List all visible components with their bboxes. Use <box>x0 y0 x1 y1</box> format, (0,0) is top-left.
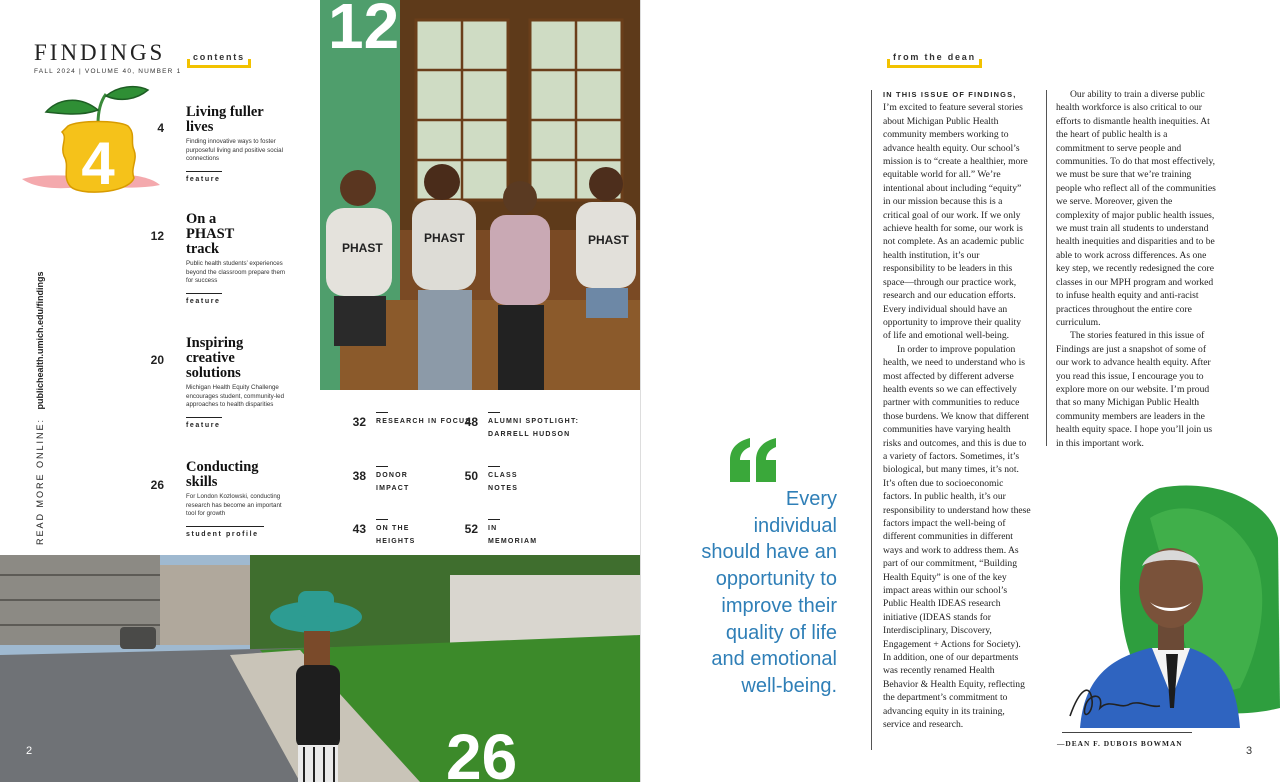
letter-column-1 <box>883 88 1031 732</box>
shirt-logo: PHAST <box>424 231 465 245</box>
mini-toc-title: DONOR IMPACT <box>376 466 416 495</box>
mini-toc-title: ALUMNI SPOTLIGHT: DARRELL HUDSON <box>488 412 588 441</box>
paragraph: Our ability to train a diverse public health workforce is also critical to our efforts to dismantle health inequities. At the heart of public health is a commitment to serve people and communities. To do that most effectively, we must be sure that we’re training people who reflect all of the communities we serve. Moreover, given the complexity of major public health issues, we must train all students to understand health inequities and disparities and to be able to work across differences. As one key step, we recently redesigned the core classes in our MPH program and worked to infuse health equity and anti-racist practices throughout the entire core curriculum. <box>1056 89 1216 328</box>
toc-description: For London Kozlowski, conducting research has become an important tool for growth <box>186 493 282 517</box>
mini-toc-number: 38 <box>352 469 366 483</box>
campus-walk-photo <box>0 555 640 782</box>
paragraph: In order to improve population health, we need to understand who is most affected by different adverse health events so we can effectively partner with communities to reduce those burdens. We know that different communities have varying health risks and outcomes, and this is due to a variety of factors. Sometimes, it’s biological, but many times, it’s not. It’s often due to socioeconomic factors. In public health, it’s our responsibility to understand how these factors impact the well-being of different communities in different ways and work to address them. As part of our commitment, “Building Health Equity” is one of the key impact areas within our school’s Public Health IDEAS research initiative (IDEAS stands for Interdisciplinary, Discovery, Engagement + Actions for Society). In addition, one of our departments was recently renamed Health Behavior & Health Equity, reflecting the department’s commitment to advancing equity in its training, service and research. <box>883 343 1031 731</box>
toc-title: Conducting skills <box>186 459 259 490</box>
website-link[interactable]: publichealth.umich.edu/findings <box>35 271 45 410</box>
toc-description: Michigan Health Equity Challenge encourages student, community-led approaches to health disparities <box>186 384 285 408</box>
toc-page-number: 26 <box>150 478 164 492</box>
magazine-title: FINDINGS <box>34 40 166 65</box>
campus-photo-illustration <box>0 555 640 782</box>
read-more-label: READ MORE ONLINE: <box>35 417 45 545</box>
column-rule <box>1046 90 1047 446</box>
toc-description: Public health students’ experiences beyond the classroom prepare them for success <box>186 260 286 284</box>
mini-toc-number: 48 <box>464 415 478 429</box>
toc-page-number: 12 <box>150 229 164 243</box>
shirt-logo: PHAST <box>342 241 383 255</box>
toc-kind: feature <box>186 421 221 429</box>
mini-toc-title: IN MEMORIAM <box>488 519 538 548</box>
quote-mark-icon <box>728 438 780 484</box>
masthead <box>34 40 181 75</box>
toc-kind: feature <box>186 175 221 183</box>
dean-portrait-illustration <box>1040 478 1280 748</box>
signature-line <box>1062 732 1192 733</box>
column-rule <box>871 90 872 750</box>
feature-page-number-26: 26 <box>446 721 518 782</box>
divider <box>186 171 222 172</box>
mini-toc-number: 52 <box>464 522 478 536</box>
read-more-online <box>35 271 45 545</box>
mini-toc-title: CLASS NOTES <box>488 466 528 495</box>
toc-title: Living fuller lives <box>186 104 264 135</box>
page-number-right: 3 <box>1246 745 1253 757</box>
shirt-logo: PHAST <box>588 233 629 247</box>
toc-page-number: 4 <box>157 121 164 135</box>
toc-title: On a PHAST track <box>186 211 235 257</box>
feature-number: 4 <box>81 130 115 197</box>
divider <box>186 293 222 294</box>
seedling-number-illustration <box>18 82 168 207</box>
divider <box>186 526 264 527</box>
toc-description: Finding innovative ways to foster purposeful living and positive social connections <box>186 138 283 162</box>
issue-info: FALL 2024 | VOLUME 40, NUMBER 1 <box>34 68 182 75</box>
toc-kind: feature <box>186 297 221 305</box>
paragraph: The stories featured in this issue of Findings are just a snapshot of some of our work to advance health equity. After you read this issue, I encourage you to explore more on our website. I’m proud that so many Michigan Public Health community members are leaders in the health equity space. I hope you’ll join us in this important work. <box>1056 330 1213 449</box>
mini-toc-title: RESEARCH IN FOCUS <box>376 412 476 429</box>
mini-toc-number: 43 <box>352 522 366 536</box>
toc-page-number: 20 <box>150 353 164 367</box>
contents-tag: contents <box>187 52 251 68</box>
page-number-left: 2 <box>26 745 33 757</box>
feature-page-number-12: 12 <box>328 0 400 62</box>
letter-column-2 <box>1056 88 1216 450</box>
divider <box>186 417 222 418</box>
mini-toc-number: 50 <box>464 469 478 483</box>
toc-kind: student profile <box>186 530 259 538</box>
paragraph: I’m excited to feature several stories about Michigan Public Health community members working to advance health equity. Our school’s mission is to “create a healthier, more equitable world for all.” We’re intentional about including “equity” in our mission because this is a critical goal of our work. If we only achieve health for some, our work is not complete. As an academic public health institution, it’s our responsibility to be leaders in this space—through our practice work, research and our education efforts. Every individual should have an opportunity to improve their quality of life and emotional well-being. <box>883 102 1028 342</box>
mini-toc-number: 32 <box>352 415 366 429</box>
dean-tag: from the dean <box>887 52 982 68</box>
pull-quote: Every individual should have an opportunity to improve their quality of life and emotional well-being. <box>701 488 837 697</box>
dean-name: —DEAN F. DUBOIS BOWMAN <box>1057 739 1183 748</box>
mini-toc-title: ON THE HEIGHTS <box>376 519 426 548</box>
toc-title: Inspiring creative solutions <box>186 335 244 381</box>
lead-in: IN THIS ISSUE OF FINDINGS, <box>883 90 1017 99</box>
